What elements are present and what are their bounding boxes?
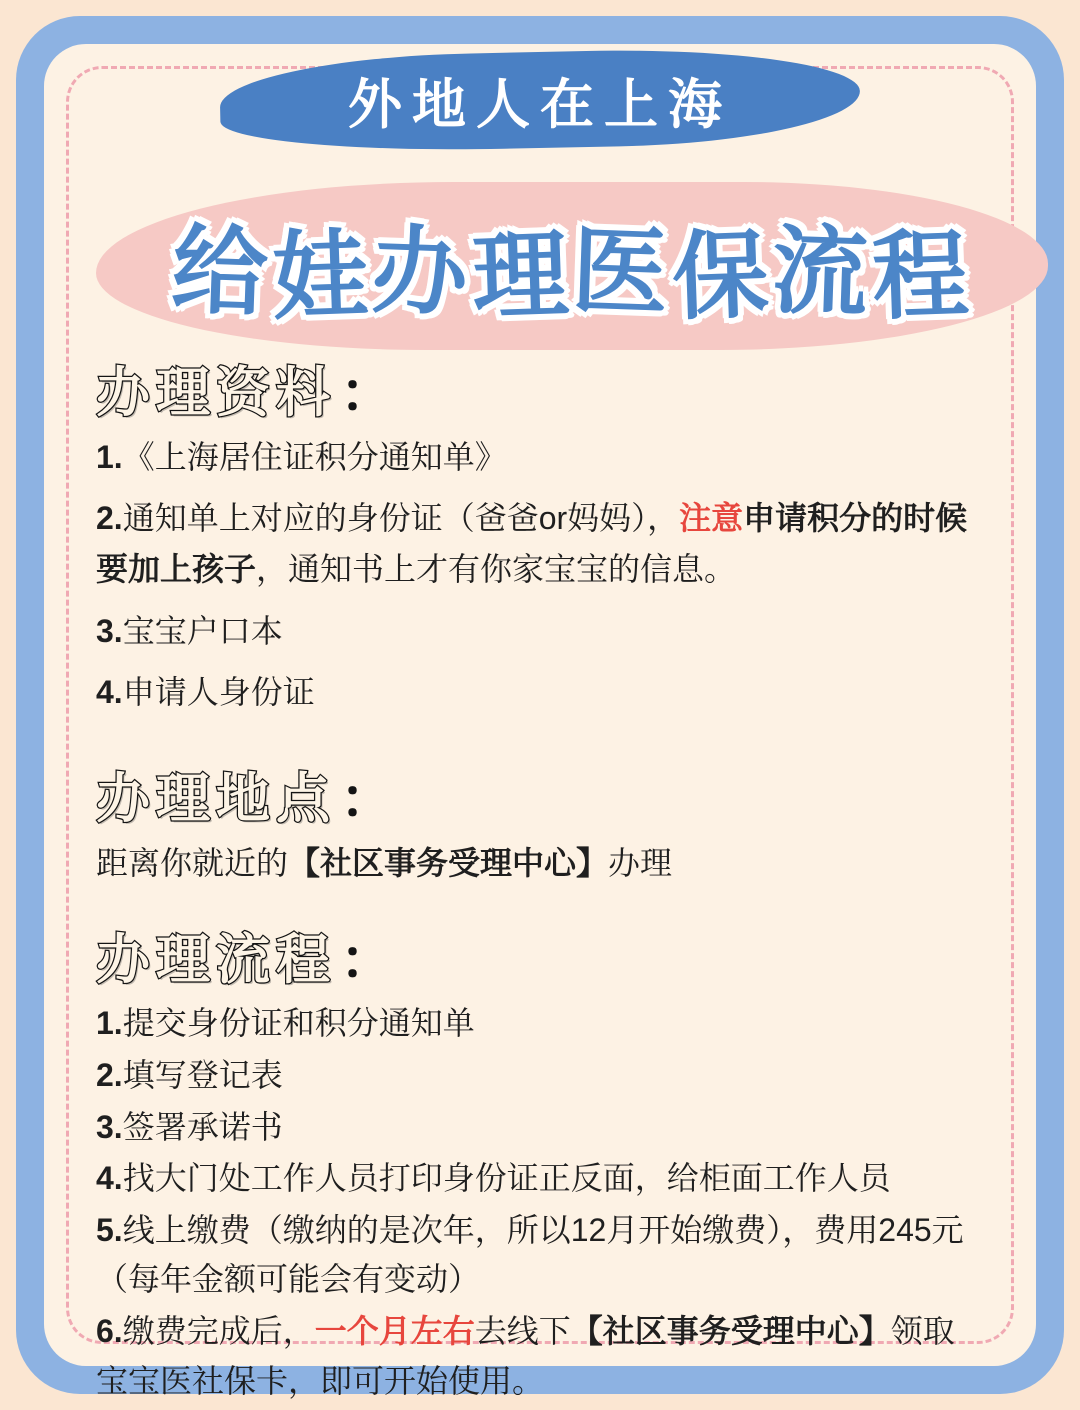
text-segment: 1. bbox=[96, 439, 123, 476]
text-segment: 找大门处工作人员打印身份证正反面，给柜面工作人员 bbox=[122, 1160, 891, 1197]
text-segment: 【社区事务受理中心】 bbox=[288, 845, 609, 882]
location-list bbox=[96, 838, 984, 889]
text-segment: 领取宝宝医社保卡，即可开始使用。 bbox=[96, 1312, 955, 1399]
section-process bbox=[96, 929, 984, 1406]
list-item bbox=[96, 1206, 984, 1305]
text-segment: 4. bbox=[96, 1160, 123, 1197]
location-heading-text: 办理地点 bbox=[96, 769, 336, 830]
text-segment: ，通知书上才有你家宝宝的信息。 bbox=[256, 551, 737, 588]
poster-card bbox=[44, 44, 1036, 1399]
page-title bbox=[169, 198, 975, 335]
section-materials bbox=[96, 362, 984, 718]
text-segment: 1. bbox=[96, 1005, 123, 1042]
text-segment: 签署承诺书 bbox=[122, 1108, 283, 1145]
materials-heading-text: 办理资料 bbox=[96, 363, 336, 423]
materials-list bbox=[96, 432, 984, 718]
poster-content bbox=[44, 44, 1036, 1399]
text-segment: 4. bbox=[96, 673, 123, 710]
text-segment: 线上缴费（缴纳的是次年，所以12月开始缴费），费用245元（每年金额可能会有变动） bbox=[96, 1211, 964, 1298]
top-banner-blob bbox=[219, 45, 861, 154]
list-item bbox=[96, 432, 984, 483]
materials-heading-colon: ： bbox=[340, 363, 400, 423]
list-item bbox=[96, 606, 984, 657]
process-heading-colon: ： bbox=[340, 930, 400, 991]
text-segment: 申请人身份证 bbox=[122, 673, 315, 710]
location-heading-colon: ： bbox=[340, 769, 400, 830]
list-item bbox=[96, 493, 984, 595]
section-location bbox=[96, 768, 984, 889]
text-segment: 填写登记表 bbox=[122, 1057, 283, 1093]
text-segment: 提交身份证和积分通知单 bbox=[122, 1005, 475, 1042]
title-char: 办 bbox=[369, 216, 474, 328]
process-heading bbox=[96, 929, 984, 991]
title-char: 程 bbox=[870, 220, 975, 332]
list-item bbox=[96, 1103, 984, 1153]
location-heading bbox=[96, 768, 984, 830]
title-char: 医 bbox=[569, 216, 674, 328]
text-segment: 距离你就近的 bbox=[96, 845, 289, 882]
list-item bbox=[96, 999, 984, 1049]
title-char: 流 bbox=[769, 216, 874, 328]
title-char: 给 bbox=[169, 216, 274, 328]
banner-label: 外地人在上海 bbox=[348, 74, 732, 135]
title-char: 娃 bbox=[270, 220, 375, 332]
process-heading-text: 办理流程 bbox=[96, 930, 336, 991]
text-segment: 缴费完成后， bbox=[122, 1312, 315, 1349]
list-item bbox=[96, 1051, 984, 1101]
text-segment: 2. bbox=[96, 1057, 123, 1093]
materials-heading bbox=[96, 362, 984, 424]
text-segment: 3. bbox=[96, 1108, 123, 1145]
text-segment: 5. bbox=[96, 1211, 123, 1248]
text-segment: 一个月左右 bbox=[314, 1312, 475, 1349]
title-char: 理 bbox=[470, 220, 575, 332]
list-item bbox=[96, 1307, 984, 1406]
title-char: 保 bbox=[670, 220, 775, 332]
text-segment: 去线下 bbox=[474, 1312, 571, 1349]
list-item bbox=[96, 667, 984, 718]
text-segment: 6. bbox=[96, 1312, 123, 1349]
process-list bbox=[96, 999, 984, 1406]
list-item bbox=[96, 838, 984, 889]
text-segment: 通知单上对应的身份证（爸爸or妈妈）， bbox=[122, 500, 680, 537]
text-segment: 3. bbox=[96, 612, 123, 649]
text-segment: 2. bbox=[96, 500, 123, 537]
title-pink-blob bbox=[96, 182, 1048, 350]
text-segment: 办理 bbox=[608, 845, 673, 882]
text-segment: 申请积分的时候要加上孩子 bbox=[96, 500, 968, 588]
text-segment: 注意 bbox=[679, 500, 744, 537]
list-item bbox=[96, 1154, 984, 1204]
text-segment: 宝宝户口本 bbox=[122, 612, 283, 649]
text-segment: 【社区事务受理中心】 bbox=[570, 1312, 891, 1349]
text-segment: 《上海居住证积分通知单》 bbox=[122, 439, 507, 476]
